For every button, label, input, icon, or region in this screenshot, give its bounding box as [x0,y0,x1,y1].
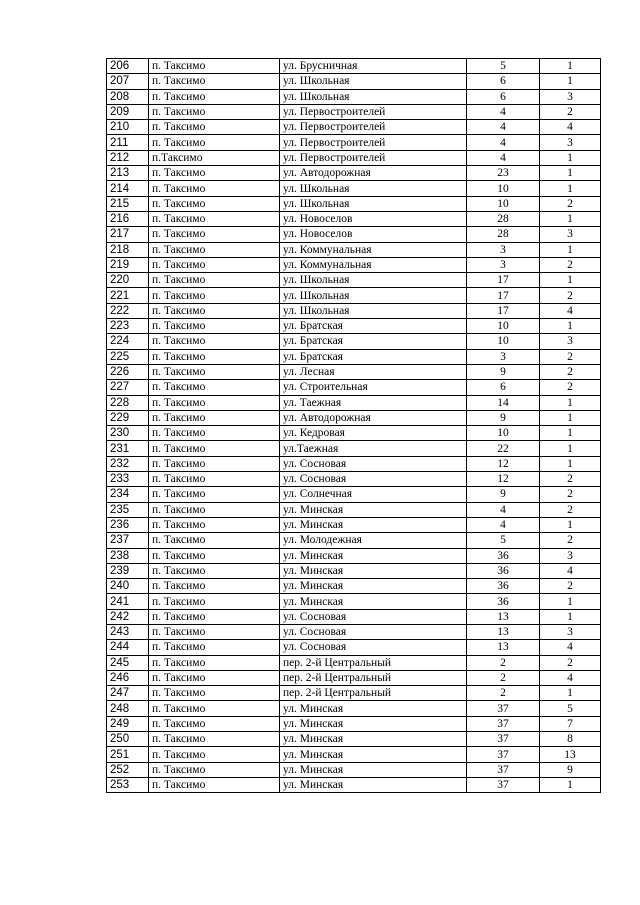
apartment-number-cell: 1 [540,166,601,181]
apartment-number-cell: 4 [540,670,601,685]
street-cell: ул. Первостроителей [280,135,467,150]
settlement-cell: п. Таксимо [149,487,280,502]
house-number-cell: 37 [467,716,540,731]
table-row [107,686,601,701]
row-number-cell: 230 [107,426,149,441]
house-number-cell: 37 [467,732,540,747]
street-cell: ул. Лесная [280,364,467,379]
row-number-cell: 250 [107,732,149,747]
house-number-cell: 28 [467,227,540,242]
table-row [107,288,601,303]
table-row [107,426,601,441]
table-row [107,303,601,318]
apartment-number-cell: 1 [540,777,601,792]
table-row [107,441,601,456]
row-number-cell: 223 [107,319,149,334]
table-row [107,624,601,639]
street-cell: ул. Автодорожная [280,410,467,425]
table-row [107,670,601,685]
house-number-cell: 10 [467,181,540,196]
house-number-cell: 22 [467,441,540,456]
street-cell: ул. Минская [280,747,467,762]
street-cell: ул. Первостроителей [280,104,467,119]
house-number-cell: 37 [467,762,540,777]
table-row [107,533,601,548]
row-number-cell: 253 [107,777,149,792]
settlement-cell: п. Таксимо [149,288,280,303]
settlement-cell: п. Таксимо [149,303,280,318]
row-number-cell: 228 [107,395,149,410]
street-cell: ул. Кедровая [280,426,467,441]
house-number-cell: 3 [467,257,540,272]
house-number-cell: 36 [467,548,540,563]
apartment-number-cell: 2 [540,349,601,364]
house-number-cell: 10 [467,319,540,334]
apartment-number-cell: 2 [540,104,601,119]
house-number-cell: 36 [467,579,540,594]
street-cell: ул. Братская [280,319,467,334]
address-table [106,58,601,793]
row-number-cell: 243 [107,624,149,639]
settlement-cell: п. Таксимо [149,594,280,609]
settlement-cell: п. Таксимо [149,426,280,441]
apartment-number-cell: 1 [540,517,601,532]
street-cell: ул. Новоселов [280,211,467,226]
house-number-cell: 10 [467,334,540,349]
house-number-cell: 9 [467,487,540,502]
settlement-cell: п. Таксимо [149,227,280,242]
row-number-cell: 215 [107,196,149,211]
apartment-number-cell: 1 [540,181,601,196]
row-number-cell: 234 [107,487,149,502]
house-number-cell: 5 [467,59,540,74]
street-cell: ул. Коммунальная [280,257,467,272]
street-cell: пер. 2-й Центральный [280,670,467,685]
row-number-cell: 219 [107,257,149,272]
house-number-cell: 37 [467,777,540,792]
street-cell: пер. 2-й Центральный [280,686,467,701]
house-number-cell: 12 [467,456,540,471]
settlement-cell: п. Таксимо [149,686,280,701]
apartment-number-cell: 1 [540,211,601,226]
apartment-number-cell: 2 [540,472,601,487]
table-row [107,594,601,609]
settlement-cell: п. Таксимо [149,579,280,594]
row-number-cell: 207 [107,74,149,89]
settlement-cell: п. Таксимо [149,196,280,211]
row-number-cell: 233 [107,472,149,487]
row-number-cell: 225 [107,349,149,364]
street-cell: ул. Минская [280,777,467,792]
table-row [107,502,601,517]
apartment-number-cell: 3 [540,227,601,242]
settlement-cell: п. Таксимо [149,701,280,716]
settlement-cell: п. Таксимо [149,395,280,410]
row-number-cell: 231 [107,441,149,456]
row-number-cell: 222 [107,303,149,318]
apartment-number-cell: 4 [540,563,601,578]
settlement-cell: п. Таксимо [149,257,280,272]
settlement-cell: п. Таксимо [149,74,280,89]
house-number-cell: 4 [467,120,540,135]
settlement-cell: п. Таксимо [149,777,280,792]
apartment-number-cell: 3 [540,89,601,104]
table-row [107,166,601,181]
street-cell: ул. Минская [280,548,467,563]
house-number-cell: 36 [467,563,540,578]
table-row [107,487,601,502]
house-number-cell: 9 [467,364,540,379]
settlement-cell: п. Таксимо [149,273,280,288]
settlement-cell: п. Таксимо [149,563,280,578]
table-row [107,150,601,165]
row-number-cell: 229 [107,410,149,425]
apartment-number-cell: 4 [540,303,601,318]
table-row [107,777,601,792]
row-number-cell: 227 [107,380,149,395]
table-row [107,334,601,349]
apartment-number-cell: 3 [540,548,601,563]
table-row [107,548,601,563]
house-number-cell: 37 [467,701,540,716]
settlement-cell: п. Таксимо [149,89,280,104]
row-number-cell: 214 [107,181,149,196]
street-cell: ул. Молодежная [280,533,467,548]
street-cell: ул. Таежная [280,395,467,410]
street-cell: ул. Минская [280,701,467,716]
house-number-cell: 6 [467,380,540,395]
house-number-cell: 6 [467,74,540,89]
settlement-cell: п. Таксимо [149,120,280,135]
table-row [107,655,601,670]
apartment-number-cell: 1 [540,150,601,165]
row-number-cell: 236 [107,517,149,532]
row-number-cell: 213 [107,166,149,181]
table-row [107,273,601,288]
apartment-number-cell: 13 [540,747,601,762]
house-number-cell: 17 [467,288,540,303]
settlement-cell: п. Таксимо [149,732,280,747]
table-row [107,380,601,395]
street-cell: ул. Минская [280,716,467,731]
row-number-cell: 238 [107,548,149,563]
row-number-cell: 226 [107,364,149,379]
row-number-cell: 252 [107,762,149,777]
house-number-cell: 4 [467,135,540,150]
apartment-number-cell: 2 [540,288,601,303]
settlement-cell: п. Таксимо [149,364,280,379]
street-cell: ул.Таежная [280,441,467,456]
table-row [107,257,601,272]
row-number-cell: 209 [107,104,149,119]
house-number-cell: 36 [467,594,540,609]
settlement-cell: п. Таксимо [149,517,280,532]
apartment-number-cell: 2 [540,364,601,379]
apartment-number-cell: 1 [540,59,601,74]
house-number-cell: 4 [467,517,540,532]
apartment-number-cell: 2 [540,380,601,395]
house-number-cell: 3 [467,242,540,257]
settlement-cell: п. Таксимо [149,762,280,777]
table-row [107,732,601,747]
street-cell: ул. Минская [280,594,467,609]
settlement-cell: п. Таксимо [149,624,280,639]
house-number-cell: 13 [467,609,540,624]
street-cell: ул. Сосновая [280,609,467,624]
house-number-cell: 9 [467,410,540,425]
table-row [107,579,601,594]
street-cell: ул. Минская [280,563,467,578]
apartment-number-cell: 1 [540,395,601,410]
table-row [107,762,601,777]
street-cell: ул. Братская [280,334,467,349]
row-number-cell: 232 [107,456,149,471]
settlement-cell: п. Таксимо [149,548,280,563]
table-row [107,456,601,471]
house-number-cell: 23 [467,166,540,181]
settlement-cell: п. Таксимо [149,349,280,364]
table-row [107,517,601,532]
apartment-number-cell: 1 [540,319,601,334]
settlement-cell: п. Таксимо [149,533,280,548]
apartment-number-cell: 1 [540,594,601,609]
row-number-cell: 220 [107,273,149,288]
settlement-cell: п. Таксимо [149,181,280,196]
apartment-number-cell: 1 [540,609,601,624]
settlement-cell: п. Таксимо [149,716,280,731]
street-cell: ул. Первостроителей [280,120,467,135]
row-number-cell: 245 [107,655,149,670]
table-row [107,349,601,364]
table-row [107,211,601,226]
settlement-cell: п.Таксимо [149,150,280,165]
house-number-cell: 37 [467,747,540,762]
table-row [107,196,601,211]
street-cell: ул. Школьная [280,303,467,318]
street-cell: ул. Минская [280,732,467,747]
row-number-cell: 211 [107,135,149,150]
apartment-number-cell: 2 [540,257,601,272]
table-row [107,563,601,578]
street-cell: ул. Сосновая [280,472,467,487]
settlement-cell: п. Таксимо [149,334,280,349]
house-number-cell: 13 [467,624,540,639]
house-number-cell: 5 [467,533,540,548]
street-cell: ул. Коммунальная [280,242,467,257]
table-row [107,716,601,731]
apartment-number-cell: 9 [540,762,601,777]
street-cell: пер. 2-й Центральный [280,655,467,670]
table-row [107,120,601,135]
row-number-cell: 224 [107,334,149,349]
house-number-cell: 14 [467,395,540,410]
house-number-cell: 17 [467,303,540,318]
apartment-number-cell: 7 [540,716,601,731]
settlement-cell: п. Таксимо [149,319,280,334]
row-number-cell: 239 [107,563,149,578]
house-number-cell: 10 [467,196,540,211]
apartment-number-cell: 4 [540,120,601,135]
house-number-cell: 17 [467,273,540,288]
street-cell: ул. Минская [280,762,467,777]
apartment-number-cell: 3 [540,135,601,150]
street-cell: ул. Минская [280,579,467,594]
street-cell: ул. Школьная [280,74,467,89]
apartment-number-cell: 1 [540,242,601,257]
apartment-number-cell: 1 [540,426,601,441]
street-cell: ул. Сосновая [280,456,467,471]
row-number-cell: 244 [107,640,149,655]
table-row [107,135,601,150]
settlement-cell: п. Таксимо [149,609,280,624]
settlement-cell: п. Таксимо [149,380,280,395]
street-cell: ул. Школьная [280,181,467,196]
settlement-cell: п. Таксимо [149,211,280,226]
row-number-cell: 208 [107,89,149,104]
house-number-cell: 4 [467,104,540,119]
table-row [107,89,601,104]
row-number-cell: 249 [107,716,149,731]
street-cell: ул. Школьная [280,288,467,303]
street-cell: ул. Школьная [280,273,467,288]
apartment-number-cell: 5 [540,701,601,716]
apartment-number-cell: 4 [540,640,601,655]
apartment-number-cell: 8 [540,732,601,747]
table-row [107,59,601,74]
house-number-cell: 2 [467,655,540,670]
settlement-cell: п. Таксимо [149,242,280,257]
settlement-cell: п. Таксимо [149,441,280,456]
settlement-cell: п. Таксимо [149,456,280,471]
row-number-cell: 240 [107,579,149,594]
settlement-cell: п. Таксимо [149,410,280,425]
table-row [107,747,601,762]
apartment-number-cell: 2 [540,196,601,211]
table-row [107,242,601,257]
street-cell: ул. Сосновая [280,640,467,655]
settlement-cell: п. Таксимо [149,104,280,119]
apartment-number-cell: 3 [540,334,601,349]
table-row [107,227,601,242]
apartment-number-cell: 2 [540,655,601,670]
apartment-number-cell: 2 [540,502,601,517]
row-number-cell: 241 [107,594,149,609]
street-cell: ул. Солнечная [280,487,467,502]
settlement-cell: п. Таксимо [149,640,280,655]
house-number-cell: 28 [467,211,540,226]
row-number-cell: 206 [107,59,149,74]
house-number-cell: 13 [467,640,540,655]
apartment-number-cell: 1 [540,441,601,456]
street-cell: ул. Первостроителей [280,150,467,165]
table-row [107,640,601,655]
table-row [107,364,601,379]
street-cell: ул. Минская [280,502,467,517]
apartment-number-cell: 2 [540,533,601,548]
row-number-cell: 247 [107,686,149,701]
apartment-number-cell: 1 [540,74,601,89]
settlement-cell: п. Таксимо [149,655,280,670]
table-row [107,181,601,196]
street-cell: ул. Школьная [280,89,467,104]
table-row [107,74,601,89]
street-cell: ул. Строительная [280,380,467,395]
row-number-cell: 246 [107,670,149,685]
row-number-cell: 218 [107,242,149,257]
street-cell: ул. Братская [280,349,467,364]
table-row [107,319,601,334]
settlement-cell: п. Таксимо [149,747,280,762]
row-number-cell: 237 [107,533,149,548]
row-number-cell: 212 [107,150,149,165]
address-table-body [107,59,601,793]
row-number-cell: 251 [107,747,149,762]
street-cell: ул. Новоселов [280,227,467,242]
apartment-number-cell: 2 [540,487,601,502]
house-number-cell: 12 [467,472,540,487]
table-row [107,410,601,425]
settlement-cell: п. Таксимо [149,59,280,74]
house-number-cell: 4 [467,150,540,165]
apartment-number-cell: 3 [540,624,601,639]
settlement-cell: п. Таксимо [149,135,280,150]
table-row [107,395,601,410]
row-number-cell: 248 [107,701,149,716]
house-number-cell: 3 [467,349,540,364]
row-number-cell: 221 [107,288,149,303]
table-row [107,104,601,119]
table-row [107,609,601,624]
apartment-number-cell: 1 [540,273,601,288]
house-number-cell: 6 [467,89,540,104]
house-number-cell: 2 [467,686,540,701]
row-number-cell: 210 [107,120,149,135]
settlement-cell: п. Таксимо [149,670,280,685]
street-cell: ул. Брусничная [280,59,467,74]
row-number-cell: 216 [107,211,149,226]
row-number-cell: 235 [107,502,149,517]
house-number-cell: 10 [467,426,540,441]
row-number-cell: 217 [107,227,149,242]
table-row [107,472,601,487]
street-cell: ул. Автодорожная [280,166,467,181]
house-number-cell: 2 [467,670,540,685]
street-cell: ул. Сосновая [280,624,467,639]
apartment-number-cell: 1 [540,686,601,701]
street-cell: ул. Школьная [280,196,467,211]
table-row [107,701,601,716]
settlement-cell: п. Таксимо [149,502,280,517]
row-number-cell: 242 [107,609,149,624]
apartment-number-cell: 2 [540,579,601,594]
settlement-cell: п. Таксимо [149,166,280,181]
street-cell: ул. Минская [280,517,467,532]
apartment-number-cell: 1 [540,456,601,471]
settlement-cell: п. Таксимо [149,472,280,487]
apartment-number-cell: 1 [540,410,601,425]
house-number-cell: 4 [467,502,540,517]
